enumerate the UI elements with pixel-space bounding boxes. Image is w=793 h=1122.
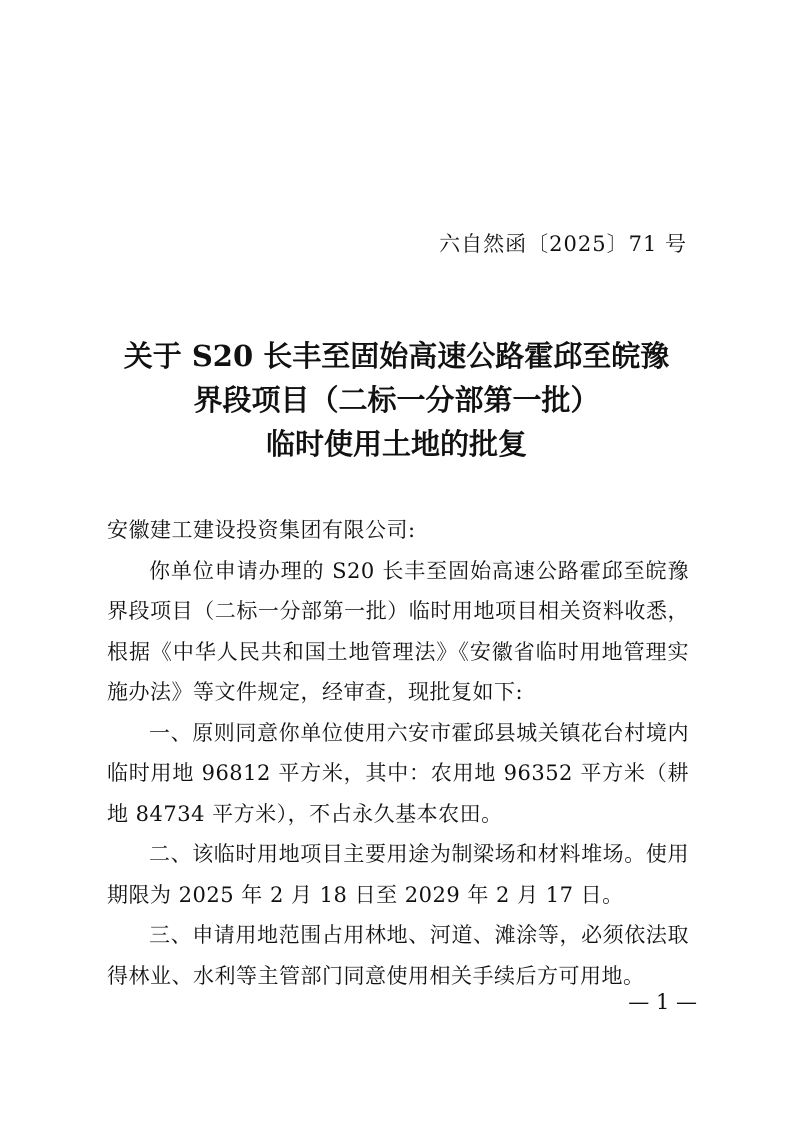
title-line: 界段项目（二标一分部第一批）: [193, 383, 600, 417]
title-line: 关于 S20 长丰至固始高速公路霍邱至皖豫: [123, 339, 670, 373]
document-body: [107, 510, 689, 996]
body-paragraph: 你单位申请办理的 S20 长丰至固始高速公路霍邱至皖豫界段项目（二标一分部第一批）临时用地项目相关资料收悉，根据《中华人民共和国土地管理法》《安徽省临时用地管理实施办法》等文件规定，经审查，现批复如下:: [107, 558, 689, 704]
body-paragraph: 二、该临时用地项目主要用途为制梁场和材料堆场。使用期限为 2025 年 2 月 18 日至 2029 年 2 月 17 日。: [107, 842, 689, 907]
body-paragraph: 三、申请用地范围占用林地、河道、滩涂等，必须依法取得林业、水利等主管部门同意使用相关手续后方可用地。: [107, 923, 689, 988]
page-number: — 1 —: [628, 990, 697, 1014]
document-title: [80, 334, 713, 466]
document-number: 六自然函〔2025〕71 号: [439, 232, 687, 256]
title-line: 临时使用土地的批复: [265, 427, 527, 461]
salutation: 安徽建工建设投资集团有限公司:: [107, 518, 416, 542]
body-paragraph: 一、原则同意你单位使用六安市霍邱县城关镇花台村境内临时用地 96812 平方米，其中：农用地 96352 平方米（耕地 84734 平方米），不占永久基本农田。: [107, 720, 689, 826]
